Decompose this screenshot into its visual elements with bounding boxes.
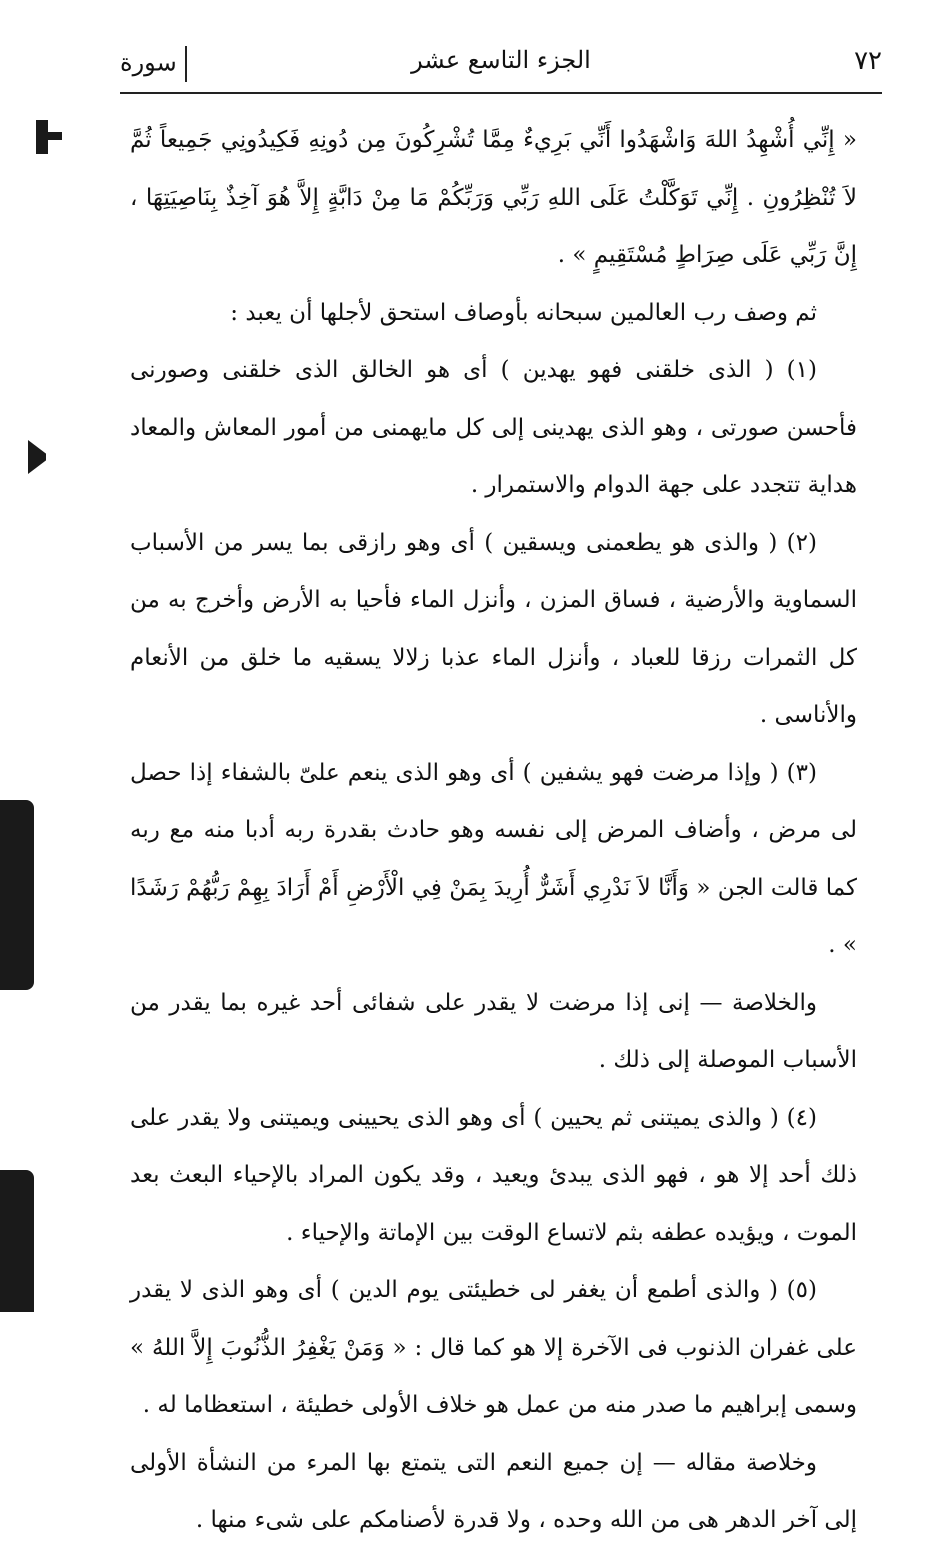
intro-paragraph: ثم وصف رب العالمين سبحانه بأوصاف استحق لأجلها أن يعبد : [230, 299, 817, 326]
point-2-paragraph: (٢) ( والذى هو يطعمنى ويسقين ) أى وهو رازقى بما يسر من الأسباب السماوية والأرضية ، فساق المزن ، وأنزل الماء فأحيا به الأرض وأخرج به من كل الثمرات رزقا للعباد ، وأنزل الماء عذبا زلالا يسقيه ما خلق من الأنعام والأناسى . [130, 529, 857, 728]
running-title: الجزء التاسع عشر [411, 46, 591, 74]
page-header [120, 40, 882, 90]
point-4-paragraph: (٤) ( والذى يميتنى ثم يحيين ) أى وهو الذى يحيينى ويميتنى ولا يقدر على ذلك أحد إلا هو ، فهو الذى يبدئ ويعيد ، وقد يكون المراد بالإحياء البعث بعد الموت ، ويؤيده عطفه بثم لاتساع الوقت بين الإماتة والإحياء . [130, 1104, 857, 1246]
point-1-paragraph: (١) ( الذى خلقنى فهو يهدين ) أى هو الخالق الذى خلقنى وصورنى فأحسن صورتى ، وهو الذى يهدينى إلى كل مايهمنى من أمور المعاش والمعاد هداية تتجدد على جهة الدوام والاستمرار . [130, 357, 857, 498]
header-rule [120, 92, 882, 94]
point-5-paragraph: (٥) ( والذى أطمع أن يغفر لى خطيئتى يوم الدين ) أى وهو الذى لا يقدر على غفران الذنوب فى الآخرة إلا هو كما قال : « وَمَنْ يَغْفِرُ الذُّنُوبَ إِلاَّ اللهُ » وسمى إبراهيم ما صدر منه من عمل هو خلاف الأولى خطيئة ، استعظاما له . [130, 1277, 857, 1418]
scan-artifact [0, 800, 34, 990]
page-number: ٧٢ [854, 46, 882, 76]
quran-verse-paragraph: « إِنِّي أُشْهِدُ اللهَ وَاشْهَدُوا أَنِّي بَرِيءٌ مِمَّا تُشْرِكُونَ مِن دُونِهِ فَكِيدُونِي جَمِيعاً ثُمَّ لاَ تُنْظِرُونِ . إِنِّي تَوَكَّلْتُ عَلَى اللهِ رَبِّي وَرَبِّكُمْ مَا مِنْ دَابَّةٍ إِلاَّ هُوَ آخِذٌ بِنَاصِيَتِهَا ، إِنَّ رَبِّي عَلَى صِرَاطٍ مُسْتَقِيمٍ » . [130, 127, 857, 268]
summary-paragraph-1: والخلاصة — إنى إذا مرضت لا يقدر على شفائى أحد غيره بما يقدر من الأسباب الموصلة إلى ذلك . [130, 989, 857, 1073]
scan-artifact [36, 132, 62, 140]
summary-paragraph-2: وخلاصة مقاله — إن جميع النعم التى يتمتع بها المرء من النشأة الأولى إلى آخر الدهر هى من الله وحده ، ولا قدرة لأصنامكم على شىء منها . [130, 1449, 857, 1533]
scan-artifact [0, 1170, 34, 1312]
body-text [130, 112, 857, 1550]
surah-label: سورة [120, 46, 187, 82]
point-3-paragraph: (٣) ( وإذا مرضت فهو يشفين ) أى وهو الذى ينعم علىّ بالشفاء إذا حصل لى مرض ، وأضاف المرض إلى نفسه وهو حادث بقدرة ربه أدبا منه مع ربه كما قالت الجن « وَأَنَّا لاَ نَدْرِي أَشَرٌّ أُرِيدَ بِمَنْ فِي الْأَرْضِ أَمْ أَرَادَ بِهِمْ رَبُّهُمْ رَشَدًا » . [130, 759, 857, 958]
scan-artifact [28, 440, 46, 474]
